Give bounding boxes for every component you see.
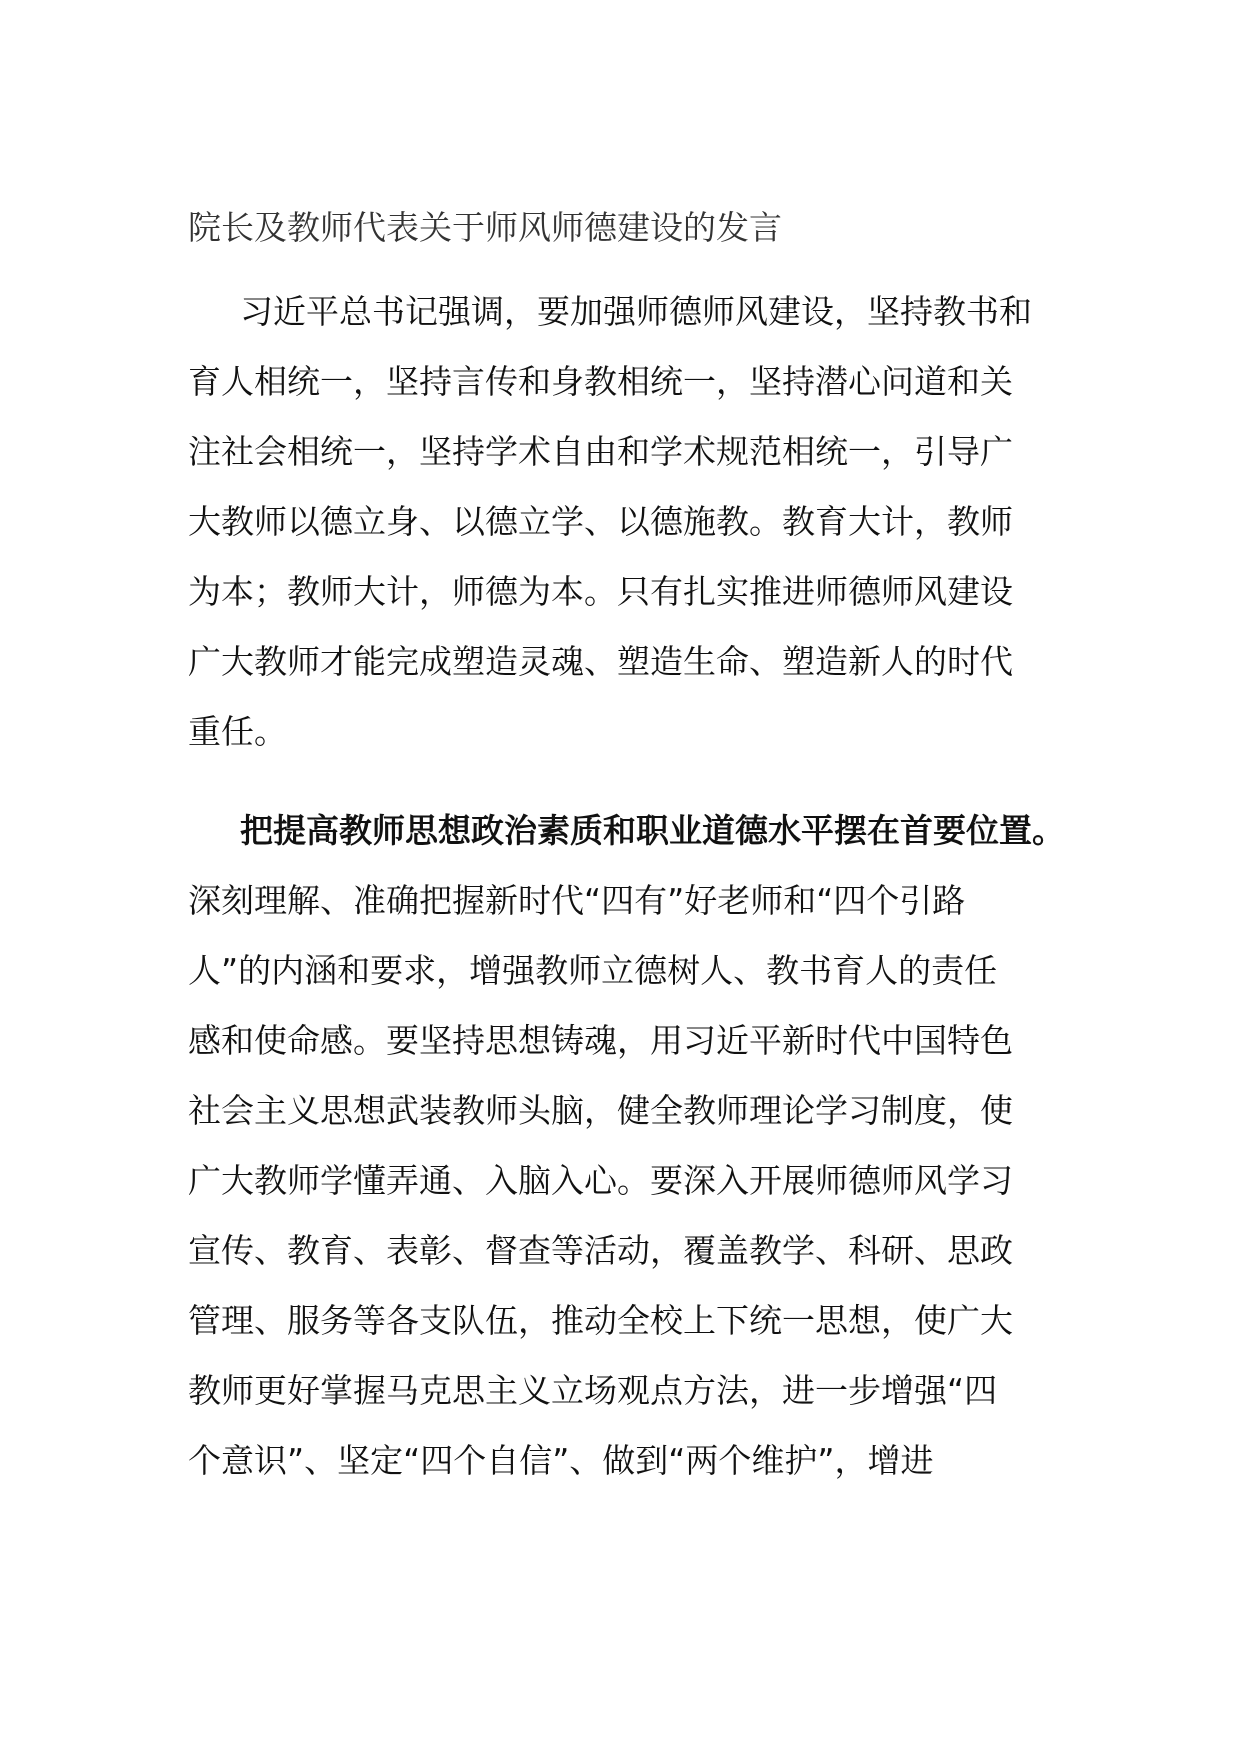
paragraph-line: 育人相统一，坚持言传和身教相统一，坚持潜心问道和关 xyxy=(188,362,1013,401)
paragraph-line: 人”的内涵和要求，增强教师立德树人、教书育人的责任 xyxy=(188,951,998,990)
paragraph-line: 社会主义思想武装教师头脑，健全教师理论学习制度，使 xyxy=(188,1091,1013,1130)
document-title: 院长及教师代表关于师风师德建设的发言 xyxy=(188,208,782,247)
paragraph-line: 重任。 xyxy=(188,712,287,751)
paragraph-intro xyxy=(188,277,1058,767)
paragraph-line: 感和使命感。要坚持思想铸魂，用习近平新时代中国特色 xyxy=(188,1021,1013,1060)
paragraph-line: 广大教师学懂弄通、入脑入心。要深入开展师德师风学习 xyxy=(188,1161,1013,1200)
paragraph-line: 管理、服务等各支队伍，推动全校上下统一思想，使广大 xyxy=(188,1301,1013,1340)
paragraph-line: 广大教师才能完成塑造灵魂、塑造生命、塑造新人的时代 xyxy=(188,642,1013,681)
paragraph-line: 宣传、教育、表彰、督查等活动，覆盖教学、科研、思政 xyxy=(188,1231,1013,1270)
paragraph-line: 教师更好掌握马克思主义立场观点方法，进一步增强“四 xyxy=(188,1371,998,1410)
paragraph-line: 习近平总书记强调，要加强师德师风建设，坚持教书和 xyxy=(240,292,1032,331)
section-heading: 把提高教师思想政治素质和职业道德水平摆在首要位置。 xyxy=(240,811,1065,850)
paragraph-line: 个意识”、坚定“四个自信”、做到“两个维护”，增进 xyxy=(188,1441,934,1480)
paragraph-line: 大教师以德立身、以德立学、以德施教。教育大计，教师 xyxy=(188,502,1013,541)
paragraph-line: 深刻理解、准确把握新时代“四有”好老师和“四个引路 xyxy=(188,881,966,920)
paragraph-line: 为本；教师大计，师德为本。只有扎实推进师德师风建设 xyxy=(188,572,1013,611)
paragraph-political-quality xyxy=(188,796,1065,1496)
paragraph-line: 注社会相统一，坚持学术自由和学术规范相统一，引导广 xyxy=(188,432,1013,471)
